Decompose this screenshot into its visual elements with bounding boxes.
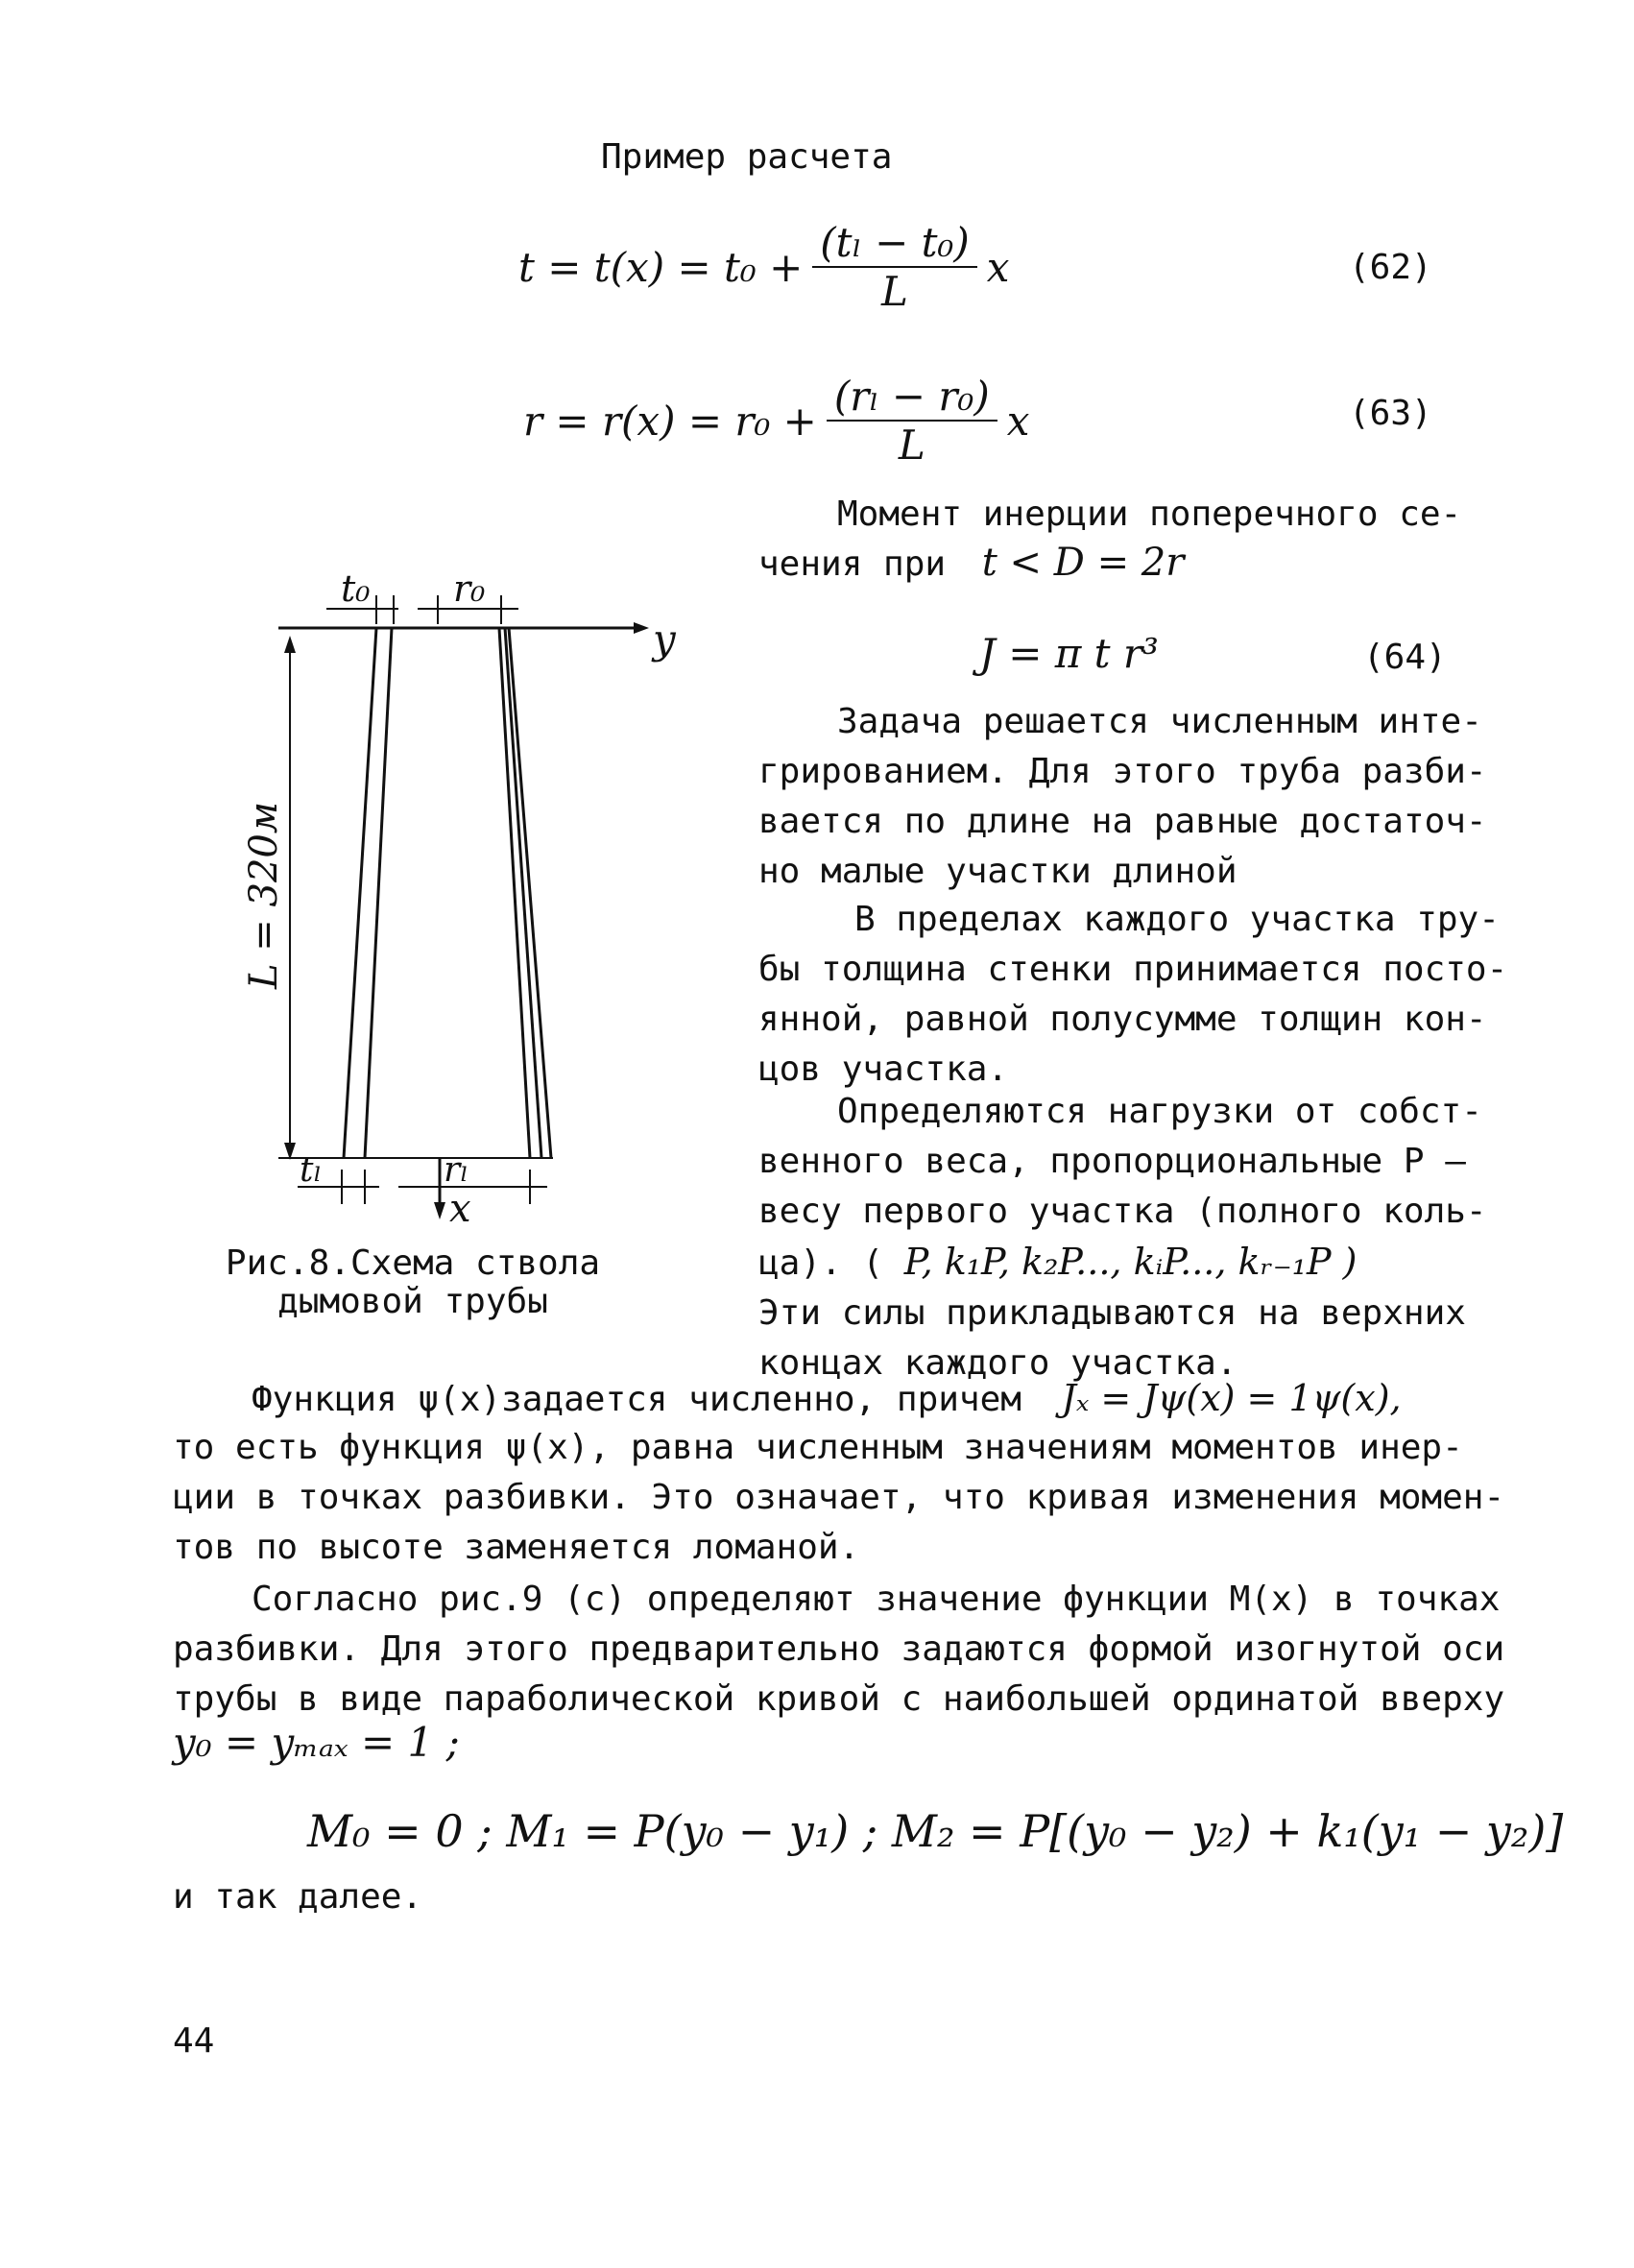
bottom-line-1-formula: Jₓ = Jψ(x) = 1ψ(x), (1061, 1377, 1402, 1419)
text-line (758, 1237, 1487, 1289)
eq63-denominator: L (898, 422, 925, 469)
label-r0: r₀ (453, 567, 486, 610)
paragraph-moment-line1: Момент инерции поперечного се- (837, 495, 1462, 534)
caption-line: Рис.8.Схема ствола (225, 1243, 601, 1283)
ymax-formula: y₀ = yₘₐₓ = 1 ; (173, 1719, 460, 1766)
text-line: венного веса, пропорциональные P – (758, 1142, 1466, 1181)
text-line: цов участка. (758, 1050, 1009, 1089)
equation-64-number: (64) (1363, 638, 1447, 677)
eq62-denominator: L (881, 268, 908, 315)
eq63-variable: x (1006, 397, 1030, 445)
page-title: Пример расчета (601, 137, 893, 177)
label-height: L = 320м (242, 801, 286, 989)
loads-text: ца). ( (758, 1243, 884, 1283)
eq63-numerator: (rₗ − r₀) (827, 373, 997, 422)
label-tl: tₗ (300, 1150, 323, 1190)
text-line: вается по длине на равные достаточ- (758, 802, 1487, 841)
bottom-line-3: ции в точках разбивки. Это означает, что кривая изменения момен- (173, 1478, 1505, 1517)
chimney-left-outer-wall (344, 628, 376, 1158)
label-y: y (653, 615, 676, 663)
text-line: янной, равной полусумме толщин кон- (758, 1000, 1487, 1039)
equation-62-number: (62) (1349, 248, 1432, 287)
bottom-line-5: Согласно рис.9 (с) определяют значение функции M(x) в точках (252, 1580, 1501, 1619)
text-line: концах каждого участка. (758, 1343, 1238, 1383)
text-line: бы толщина стенки принимается посто- (758, 950, 1508, 989)
caption-line: дымовой трубы (277, 1282, 548, 1321)
equation-63 (523, 373, 1029, 469)
x-axis-arrow (434, 1202, 445, 1219)
bottom-line-1-text: Функция ψ(x)задается численно, причем (252, 1380, 1021, 1419)
equation-64: J = π t r³ (979, 630, 1159, 677)
equation-62 (518, 219, 1009, 315)
chimney-left-inner-wall (365, 628, 392, 1158)
label-t0: t₀ (341, 567, 371, 610)
label-x: x (449, 1187, 471, 1231)
equation-63-number: (63) (1349, 394, 1432, 433)
moments-formula: M₀ = 0 ; M₁ = P(y₀ − y₁) ; M₂ = P[(y₀ − y₂) + k₁(y₁ − y₂)] (307, 1805, 1564, 1857)
text-line: Определяются нагрузки от собст- (837, 1092, 1482, 1131)
bottom-line-6: разбивки. Для этого предварительно задаются формой изогнутой оси (173, 1629, 1505, 1669)
height-arrow-top (284, 636, 296, 653)
paragraph-loads (758, 1087, 1487, 1388)
eq62-fraction (812, 219, 976, 315)
eq63-fraction (827, 373, 997, 469)
label-rl: rₗ (444, 1150, 469, 1190)
paragraph-moment-line2 (758, 538, 1184, 590)
page-number: 44 (173, 2021, 215, 2061)
chimney-diagram (221, 567, 701, 1267)
paragraph-moment-text: чения при (758, 544, 947, 584)
text-line: Эти силы прикладываются на верхних (758, 1293, 1466, 1333)
text-line: Задача решается численным инте- (837, 702, 1482, 741)
text-line: весу первого участка (полного коль- (758, 1192, 1487, 1231)
text-line: В пределах каждого участка тру- (854, 900, 1500, 939)
eq63-lhs: r = r(x) = r₀ + (523, 397, 817, 445)
chimney-right-outer-wall (505, 628, 541, 1158)
text-line: но малые участки длиной (758, 852, 1238, 891)
bottom-line-2: то есть функция ψ(x), равна численным значениям моментов инер- (173, 1428, 1463, 1467)
moment-condition: t < D = 2r (981, 541, 1185, 585)
closing-line: и так далее. (173, 1877, 423, 1917)
y-axis-arrow (634, 622, 649, 634)
bottom-line-4: тов по высоте заменяется ломаной. (173, 1528, 860, 1567)
eq62-variable: x (986, 243, 1010, 291)
figure-caption (221, 1244, 605, 1321)
bottom-line-7: трубы в виде параболической кривой с наибольшей ординатой вверху (173, 1679, 1505, 1719)
paragraph-integration (758, 697, 1487, 897)
eq62-lhs: t = t(x) = t₀ + (518, 243, 804, 291)
text-line: грированием. Для этого труба разби- (758, 752, 1487, 791)
paragraph-wall-thickness (758, 895, 1507, 1095)
eq62-numerator: (tₗ − t₀) (812, 219, 976, 268)
loads-formula: P, k₁P, k₂P..., kᵢP..., kᵣ₋₁P ) (903, 1241, 1358, 1283)
bottom-line-1 (252, 1373, 1402, 1425)
